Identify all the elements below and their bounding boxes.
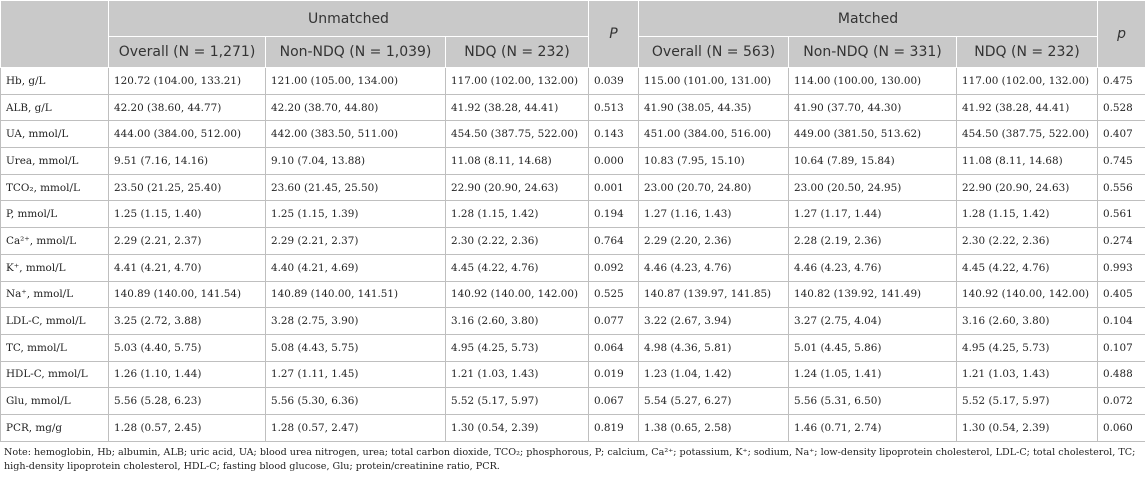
matched-overall-cell: 2.29 (2.20, 2.36): [639, 228, 789, 255]
matched-ndq-cell: 1.21 (1.03, 1.43): [957, 361, 1098, 388]
matched-non-ndq-cell: 1.27 (1.17, 1.44): [789, 201, 957, 228]
matched-p-cell: 0.405: [1098, 281, 1145, 308]
unmatched-overall-cell: 3.25 (2.72, 3.88): [109, 308, 266, 335]
unmatched-non-ndq-cell: 1.27 (1.11, 1.45): [266, 361, 446, 388]
matched-non-ndq-cell: 1.46 (0.71, 2.74): [789, 414, 957, 441]
unmatched-overall-cell: 4.41 (4.21, 4.70): [109, 254, 266, 281]
table-row: [1, 121, 1145, 148]
unmatched-overall-cell: 9.51 (7.16, 14.16): [109, 148, 266, 175]
unmatched-ndq-cell: 1.30 (0.54, 2.39): [446, 414, 589, 441]
unmatched-p-cell: 0.067: [589, 388, 639, 415]
matched-overall-cell: 140.87 (139.97, 141.85): [639, 281, 789, 308]
matched-p-header: p: [1098, 1, 1145, 68]
matched-overall-cell: 115.00 (101.00, 131.00): [639, 68, 789, 95]
matched-p-cell: 0.556: [1098, 174, 1145, 201]
unmatched-ndq-cell: 117.00 (102.00, 132.00): [446, 68, 589, 95]
matched-non-ndq-cell: 3.27 (2.75, 4.04): [789, 308, 957, 335]
unmatched-overall-cell: 120.72 (104.00, 133.21): [109, 68, 266, 95]
unmatched-non-ndq-cell: 3.28 (2.75, 3.90): [266, 308, 446, 335]
table-row: [1, 334, 1145, 361]
unmatched-p-cell: 0.513: [589, 94, 639, 121]
matched-ndq-cell: 1.30 (0.54, 2.39): [957, 414, 1098, 441]
unmatched-non-ndq-cell: 4.40 (4.21, 4.69): [266, 254, 446, 281]
unmatched-p-cell: 0.092: [589, 254, 639, 281]
matched-overall-cell: 3.22 (2.67, 3.94): [639, 308, 789, 335]
table-row: [1, 228, 1145, 255]
matched-overall-cell: 5.54 (5.27, 6.27): [639, 388, 789, 415]
row-label: ALB, g/L: [1, 94, 109, 121]
col-matched-non-ndq: Non-NDQ (N = 331): [789, 37, 957, 68]
unmatched-p-cell: 0.039: [589, 68, 639, 95]
unmatched-p-cell: 0.764: [589, 228, 639, 255]
matched-p-cell: 0.488: [1098, 361, 1145, 388]
row-label: Hb, g/L: [1, 68, 109, 95]
matched-ndq-cell: 22.90 (20.90, 24.63): [957, 174, 1098, 201]
matched-p-cell: 0.072: [1098, 388, 1145, 415]
matched-non-ndq-cell: 1.24 (1.05, 1.41): [789, 361, 957, 388]
matched-ndq-cell: 117.00 (102.00, 132.00): [957, 68, 1098, 95]
matched-overall-cell: 1.27 (1.16, 1.43): [639, 201, 789, 228]
matched-ndq-cell: 4.95 (4.25, 5.73): [957, 334, 1098, 361]
matched-group-header: Matched: [639, 1, 1098, 37]
matched-ndq-cell: 5.52 (5.17, 5.97): [957, 388, 1098, 415]
row-label: TC, mmol/L: [1, 334, 109, 361]
matched-p-cell: 0.107: [1098, 334, 1145, 361]
matched-non-ndq-cell: 10.64 (7.89, 15.84): [789, 148, 957, 175]
table-body: [1, 68, 1145, 442]
unmatched-p-header: P: [589, 1, 639, 68]
unmatched-p-cell: 0.819: [589, 414, 639, 441]
matched-non-ndq-cell: 41.90 (37.70, 44.30): [789, 94, 957, 121]
unmatched-non-ndq-cell: 140.89 (140.00, 141.51): [266, 281, 446, 308]
unmatched-non-ndq-cell: 42.20 (38.70, 44.80): [266, 94, 446, 121]
unmatched-overall-cell: 42.20 (38.60, 44.77): [109, 94, 266, 121]
unmatched-non-ndq-cell: 23.60 (21.45, 25.50): [266, 174, 446, 201]
row-label: TCO₂, mmol/L: [1, 174, 109, 201]
matched-overall-cell: 4.46 (4.23, 4.76): [639, 254, 789, 281]
matched-non-ndq-cell: 5.01 (4.45, 5.86): [789, 334, 957, 361]
unmatched-non-ndq-cell: 5.08 (4.43, 5.75): [266, 334, 446, 361]
row-label: PCR, mg/g: [1, 414, 109, 441]
table-note: Note: hemoglobin, Hb; albumin, ALB; uric acid, UA; blood urea nitrogen, urea; total carbon dioxide, TCO₂; phosphorous, P; calcium, Ca²⁺; potassium, K⁺; sodium, Na⁺; low-density lipoprotein cholesterol, LDL-C; total cholesterol, TC; high-density lipoprotein cholesterol, HDL-C; fasting blood glucose, Glu; protein/creatinine ratio, PCR.: [4, 446, 1136, 472]
matched-non-ndq-cell: 23.00 (20.50, 24.95): [789, 174, 957, 201]
table-row: [1, 281, 1145, 308]
row-label: Urea, mmol/L: [1, 148, 109, 175]
row-label: UA, mmol/L: [1, 121, 109, 148]
matched-non-ndq-cell: 140.82 (139.92, 141.49): [789, 281, 957, 308]
matched-non-ndq-cell: 5.56 (5.31, 6.50): [789, 388, 957, 415]
unmatched-p-cell: 0.000: [589, 148, 639, 175]
matched-overall-cell: 1.38 (0.65, 2.58): [639, 414, 789, 441]
matched-ndq-cell: 41.92 (38.28, 44.41): [957, 94, 1098, 121]
unmatched-overall-cell: 444.00 (384.00, 512.00): [109, 121, 266, 148]
matched-overall-cell: 451.00 (384.00, 516.00): [639, 121, 789, 148]
matched-p-cell: 0.745: [1098, 148, 1145, 175]
matched-non-ndq-cell: 114.00 (100.00, 130.00): [789, 68, 957, 95]
table-row: [1, 201, 1145, 228]
unmatched-ndq-cell: 11.08 (8.11, 14.68): [446, 148, 589, 175]
unmatched-ndq-cell: 4.95 (4.25, 5.73): [446, 334, 589, 361]
unmatched-overall-cell: 1.26 (1.10, 1.44): [109, 361, 266, 388]
matched-ndq-cell: 3.16 (2.60, 3.80): [957, 308, 1098, 335]
unmatched-p-cell: 0.525: [589, 281, 639, 308]
unmatched-overall-cell: 23.50 (21.25, 25.40): [109, 174, 266, 201]
matched-ndq-cell: 4.45 (4.22, 4.76): [957, 254, 1098, 281]
table-row: [1, 388, 1145, 415]
matched-p-cell: 0.274: [1098, 228, 1145, 255]
row-label: Glu, mmol/L: [1, 388, 109, 415]
matched-overall-cell: 1.23 (1.04, 1.42): [639, 361, 789, 388]
unmatched-ndq-cell: 1.21 (1.03, 1.43): [446, 361, 589, 388]
unmatched-p-cell: 0.064: [589, 334, 639, 361]
matched-overall-cell: 23.00 (20.70, 24.80): [639, 174, 789, 201]
unmatched-non-ndq-cell: 2.29 (2.21, 2.37): [266, 228, 446, 255]
col-unmatched-non-ndq: Non-NDQ (N = 1,039): [266, 37, 446, 68]
unmatched-overall-cell: 140.89 (140.00, 141.54): [109, 281, 266, 308]
matched-p-cell: 0.060: [1098, 414, 1145, 441]
matched-ndq-cell: 140.92 (140.00, 142.00): [957, 281, 1098, 308]
unmatched-ndq-cell: 140.92 (140.00, 142.00): [446, 281, 589, 308]
unmatched-p-cell: 0.019: [589, 361, 639, 388]
table-row: [1, 308, 1145, 335]
unmatched-ndq-cell: 1.28 (1.15, 1.42): [446, 201, 589, 228]
unmatched-non-ndq-cell: 1.28 (0.57, 2.47): [266, 414, 446, 441]
row-label: LDL-C, mmol/L: [1, 308, 109, 335]
matched-non-ndq-cell: 2.28 (2.19, 2.36): [789, 228, 957, 255]
unmatched-overall-cell: 5.56 (5.28, 6.23): [109, 388, 266, 415]
unmatched-ndq-cell: 2.30 (2.22, 2.36): [446, 228, 589, 255]
unmatched-non-ndq-cell: 5.56 (5.30, 6.36): [266, 388, 446, 415]
matched-p-cell: 0.528: [1098, 94, 1145, 121]
unmatched-non-ndq-cell: 121.00 (105.00, 134.00): [266, 68, 446, 95]
unmatched-group-header: Unmatched: [109, 1, 589, 37]
unmatched-ndq-cell: 3.16 (2.60, 3.80): [446, 308, 589, 335]
matched-non-ndq-cell: 449.00 (381.50, 513.62): [789, 121, 957, 148]
unmatched-p-cell: 0.001: [589, 174, 639, 201]
unmatched-ndq-cell: 4.45 (4.22, 4.76): [446, 254, 589, 281]
table-row: [1, 68, 1145, 95]
matched-ndq-cell: 454.50 (387.75, 522.00): [957, 121, 1098, 148]
unmatched-non-ndq-cell: 442.00 (383.50, 511.00): [266, 121, 446, 148]
matched-p-cell: 0.104: [1098, 308, 1145, 335]
unmatched-p-cell: 0.194: [589, 201, 639, 228]
unmatched-ndq-cell: 5.52 (5.17, 5.97): [446, 388, 589, 415]
col-matched-overall: Overall (N = 563): [639, 37, 789, 68]
matched-ndq-cell: 2.30 (2.22, 2.36): [957, 228, 1098, 255]
unmatched-p-cell: 0.143: [589, 121, 639, 148]
table-row: [1, 254, 1145, 281]
table-row: [1, 94, 1145, 121]
row-label: P, mmol/L: [1, 201, 109, 228]
unmatched-p-cell: 0.077: [589, 308, 639, 335]
table-row: [1, 174, 1145, 201]
unmatched-overall-cell: 5.03 (4.40, 5.75): [109, 334, 266, 361]
matched-p-cell: 0.993: [1098, 254, 1145, 281]
matched-overall-cell: 41.90 (38.05, 44.35): [639, 94, 789, 121]
table-header: [1, 1, 1145, 68]
matched-overall-cell: 4.98 (4.36, 5.81): [639, 334, 789, 361]
unmatched-overall-cell: 1.25 (1.15, 1.40): [109, 201, 266, 228]
matched-ndq-cell: 1.28 (1.15, 1.42): [957, 201, 1098, 228]
col-unmatched-ndq: NDQ (N = 232): [446, 37, 589, 68]
corner-cell: [1, 1, 109, 68]
row-label: HDL-C, mmol/L: [1, 361, 109, 388]
table-row: [1, 414, 1145, 441]
col-matched-ndq: NDQ (N = 232): [957, 37, 1098, 68]
matched-overall-cell: 10.83 (7.95, 15.10): [639, 148, 789, 175]
unmatched-ndq-cell: 22.90 (20.90, 24.63): [446, 174, 589, 201]
unmatched-overall-cell: 1.28 (0.57, 2.45): [109, 414, 266, 441]
matched-p-cell: 0.475: [1098, 68, 1145, 95]
matched-non-ndq-cell: 4.46 (4.23, 4.76): [789, 254, 957, 281]
unmatched-overall-cell: 2.29 (2.21, 2.37): [109, 228, 266, 255]
unmatched-ndq-cell: 454.50 (387.75, 522.00): [446, 121, 589, 148]
unmatched-non-ndq-cell: 9.10 (7.04, 13.88): [266, 148, 446, 175]
table-row: [1, 361, 1145, 388]
row-label: K⁺, mmol/L: [1, 254, 109, 281]
row-label: Ca²⁺, mmol/L: [1, 228, 109, 255]
unmatched-non-ndq-cell: 1.25 (1.15, 1.39): [266, 201, 446, 228]
matched-ndq-cell: 11.08 (8.11, 14.68): [957, 148, 1098, 175]
table-row: [1, 148, 1145, 175]
col-unmatched-overall: Overall (N = 1,271): [109, 37, 266, 68]
row-label: Na⁺, mmol/L: [1, 281, 109, 308]
matched-p-cell: 0.561: [1098, 201, 1145, 228]
unmatched-ndq-cell: 41.92 (38.28, 44.41): [446, 94, 589, 121]
matched-p-cell: 0.407: [1098, 121, 1145, 148]
